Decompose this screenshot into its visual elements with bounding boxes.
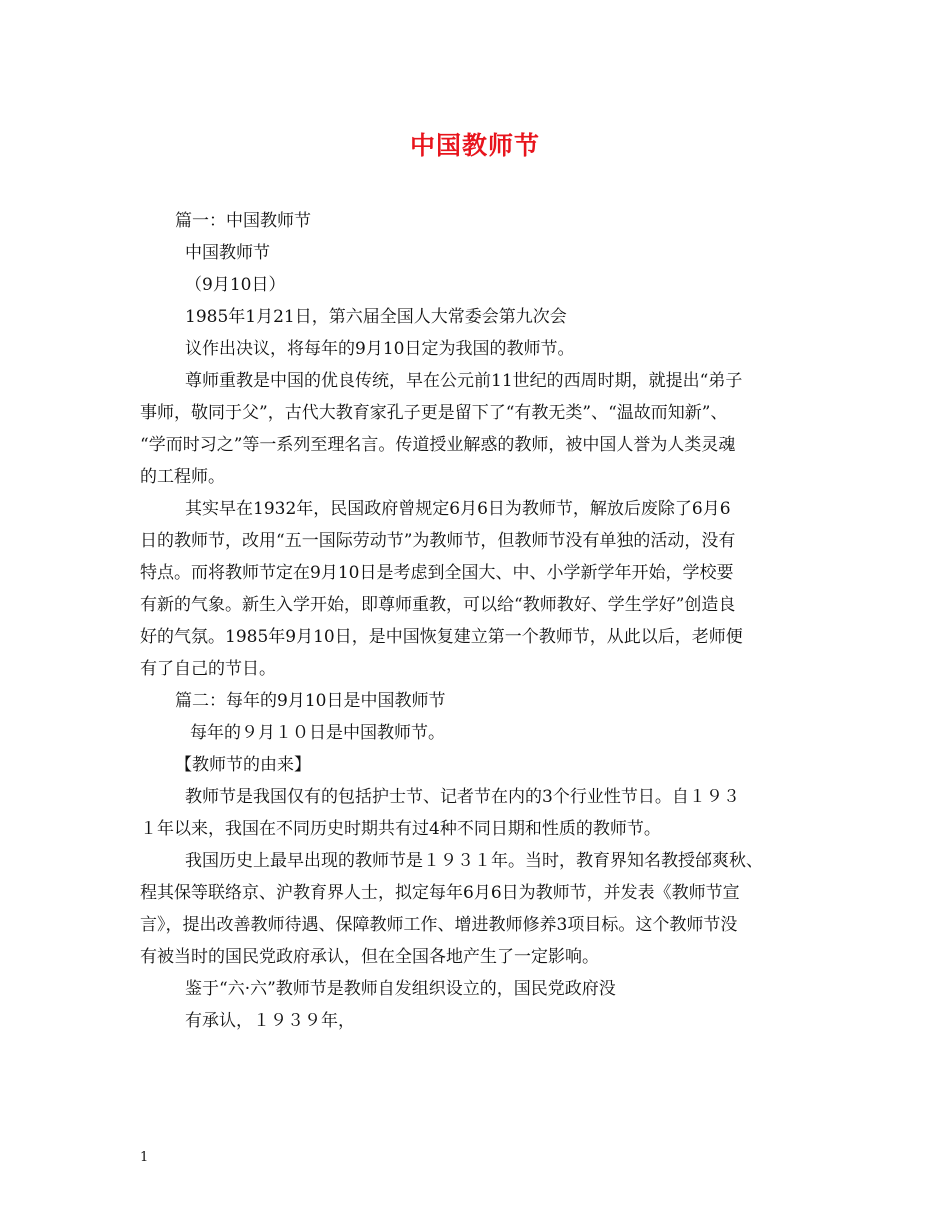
paragraph-line: 其实早在1932年，民国政府曾规定6月6日为教师节，解放后废除了6月6 — [185, 499, 731, 519]
paragraph-line: 议作出决议，将每年的9月10日定为我国的教师节。 — [185, 339, 575, 359]
paragraph-line: 言》，提出改善教师待遇、保障教师工作、增进教师修养3项目标。这个教师节没 — [140, 915, 738, 935]
page-number: 1 — [140, 1150, 149, 1165]
paragraph-line: 尊师重教是中国的优良传统，早在公元前11世纪的西周时期，就提出“弟子 — [185, 371, 743, 391]
subsection-heading: 【教师节的由来】 — [175, 755, 311, 775]
section-heading-2: 篇二：每年的9月10日是中国教师节 — [175, 691, 446, 711]
paragraph-line: （9月10日） — [185, 275, 286, 295]
document-title: 中国教师节 — [409, 131, 540, 160]
paragraph-line: 每年的９月１０日是中国教师节。 — [190, 723, 445, 743]
paragraph-line: 好的气氛。1985年9月10日，是中国恢复建立第一个教师节，从此以后，老师便 — [140, 627, 743, 647]
paragraph-line: 的工程师。 — [140, 467, 225, 487]
paragraph-line: 教师节是我国仅有的包括护士节、记者节在内的3个行业性节日。自１９３ — [185, 787, 740, 807]
paragraph-line: 特点。而将教师节定在9月10日是考虑到全国大、中、小学新学年开始，学校要 — [140, 563, 734, 583]
paragraph-line: “学而时习之”等一系列至理名言。传道授业解惑的教师，被中国人誉为人类灵魂 — [140, 435, 736, 455]
paragraph-line: 日的教师节，改用“五一国际劳动节”为教师节，但教师节没有单独的活动，没有 — [140, 531, 736, 551]
paragraph-line: 有了自己的节日。 — [140, 659, 276, 679]
document-body — [140, 205, 830, 1037]
paragraph-line: 有被当时的国民党政府承认，但在全国各地产生了一定影响。 — [140, 947, 599, 967]
paragraph-line: 事师，敬同于父”，古代大教育家孔子更是留下了“有教无类”、“温故而知新”、 — [140, 403, 728, 423]
paragraph-line: 我国历史上最早出现的教师节是１９３１年。当时，教育界知名教授邰爽秋、 — [185, 851, 763, 871]
section-heading-1: 篇一：中国教师节 — [175, 211, 311, 231]
paragraph-line: 1985年1月21日，第六届全国人大常委会第九次会 — [185, 307, 567, 327]
paragraph-line: １年以来，我国在不同历史时期共有过4种不同日期和性质的教师节。 — [140, 819, 661, 839]
paragraph-line: 有新的气象。新生入学开始，即尊师重教，可以给“教师教好、学生学好”创造良 — [140, 595, 736, 615]
paragraph-line: 程其保等联络京、沪教育界人士，拟定每年6月6日为教师节，并发表《教师节宣 — [140, 883, 740, 903]
paragraph-line: 鉴于“六·六”教师节是教师自发组织设立的，国民党政府没 — [185, 979, 616, 999]
paragraph-line: 有承认，１９３９年， — [185, 1011, 355, 1031]
paragraph-line: 中国教师节 — [185, 243, 270, 263]
